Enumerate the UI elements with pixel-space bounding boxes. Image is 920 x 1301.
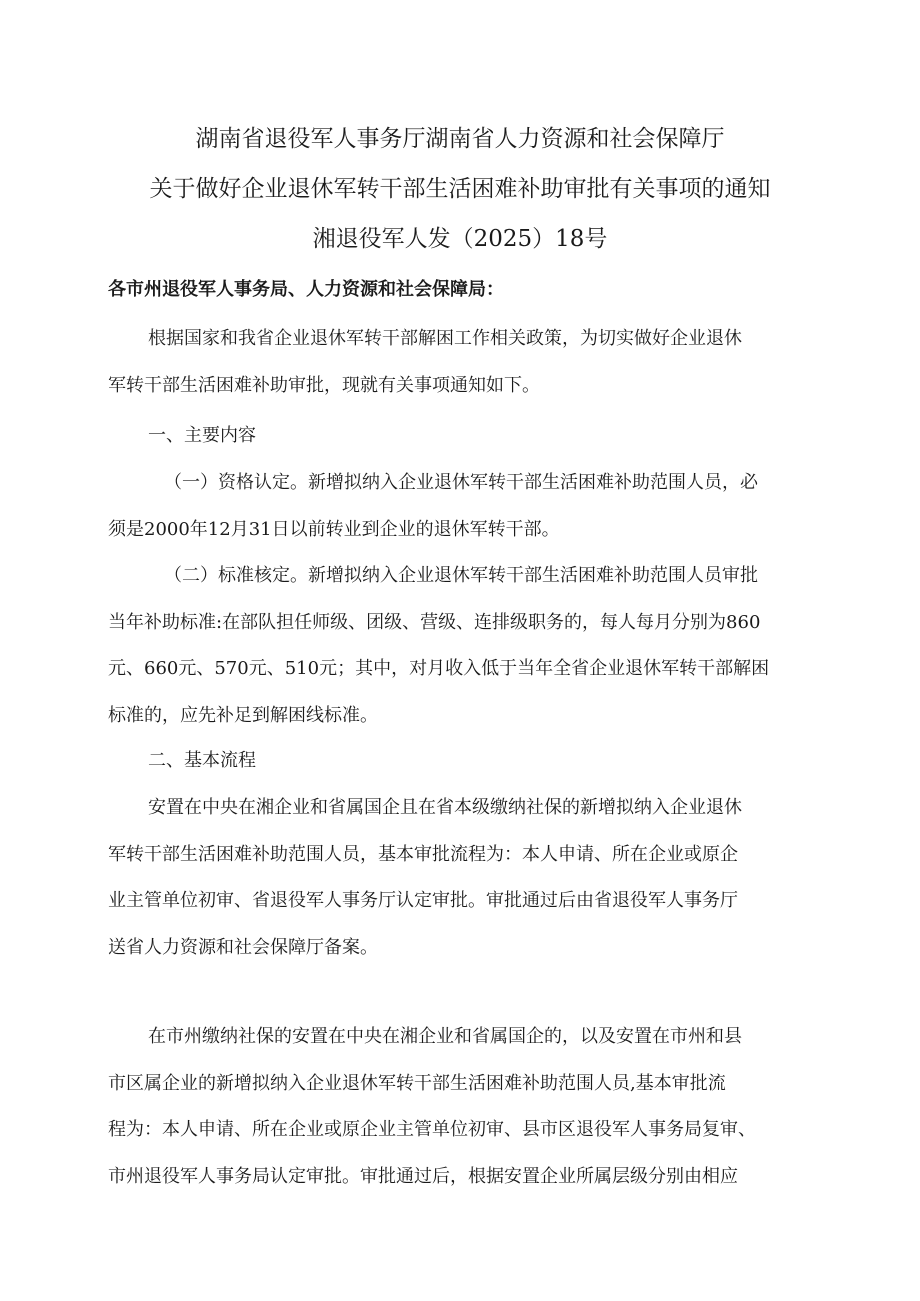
- item-1-paragraph: [108, 460, 820, 553]
- text-line: 元、660元、570元、510元；其中，对月收入低于当年全省企业退休军转干部解困: [108, 658, 770, 679]
- section-1-heading: [108, 413, 820, 460]
- text-line: 安置在中央在湘企业和省属国企且在省本级缴纳社保的新增拟纳入企业退休: [148, 797, 742, 818]
- document-number: 湘退役军人发（2025）18号: [312, 226, 608, 252]
- item-2-paragraph: [108, 553, 820, 739]
- text-line: 须是2000年12月31日以前转业到企业的退休军转干部。: [108, 518, 560, 540]
- text-line: 市州退役军人事务局认定审批。审批通过后，根据安置企业所属层级分别由相应: [108, 1165, 738, 1187]
- text-line: 标准的，应先补足到解困线标准。: [108, 704, 378, 726]
- document-title-line-1: 湖南省退役军人事务厅湖南省人力资源和社会保障厅: [195, 126, 725, 152]
- text-line: 军转干部生活困难补助范围人员，基本审批流程为：本人申请、所在企业或原企: [108, 843, 738, 865]
- text-line: 在市州缴纳社保的安置在中央在湘企业和省属国企的，以及安置在市州和县: [148, 1026, 742, 1047]
- document-title-line-2: 关于做好企业退休军转干部生活困难补助审批有关事项的通知: [149, 176, 771, 202]
- text-line: 市区属企业的新增拟纳入企业退休军转干部生活困难补助范围人员,基本审批流: [108, 1072, 726, 1094]
- text-line: 当年补助标准:在部队担任师级、团级、营级、连排级职务的，每人每月分别为860: [108, 611, 761, 633]
- provincial-process-paragraph: [108, 785, 820, 971]
- text-line: 根据国家和我省企业退休军转干部解困工作相关政策，为切实做好企业退休: [148, 328, 742, 349]
- text-line: （一）资格认定。新增拟纳入企业退休军转干部生活困难补助范围人员，必: [164, 472, 758, 493]
- text-line: 业主管单位初审、省退役军人事务厅认定审批。审批通过后由省退役军人事务厅: [108, 890, 738, 911]
- text-line: 程为：本人申请、所在企业或原企业主管单位初审、县市区退役军人事务局复审、: [108, 1119, 756, 1140]
- text-line: （二）标准核定。新增拟纳入企业退休军转干部生活困难补助范围人员审批: [164, 565, 758, 586]
- text-line: 送省人力资源和社会保障厅备案。: [108, 936, 378, 958]
- addressee: 各市州退役军人事务局、人力资源和社会保障局：: [108, 279, 504, 300]
- municipal-process-paragraph: [108, 1014, 820, 1200]
- text-line: 军转干部生活困难补助审批，现就有关事项通知如下。: [108, 374, 540, 396]
- text-line: 一、主要内容: [148, 425, 256, 446]
- section-2-heading: [108, 738, 820, 785]
- intro-paragraph: [108, 316, 820, 409]
- text-line: 二、基本流程: [148, 750, 256, 771]
